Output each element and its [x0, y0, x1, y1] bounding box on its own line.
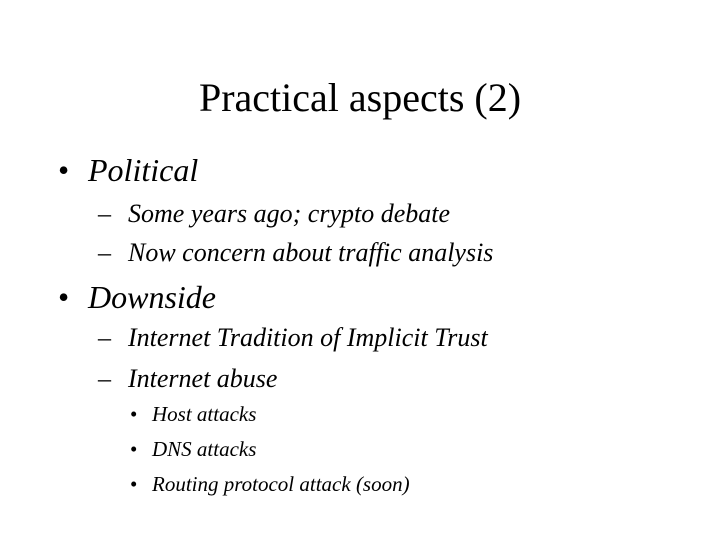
- bullet-political: [58, 150, 198, 190]
- bullet-label: Political: [88, 152, 199, 188]
- dash-marker: –: [98, 199, 111, 228]
- bullet-marker: •: [130, 402, 138, 426]
- sub-bullet-traffic-analysis: [98, 237, 493, 269]
- sub-sub-bullet-dns-attacks: [130, 436, 256, 462]
- dash-marker: –: [98, 238, 111, 267]
- bullet-marker: •: [58, 152, 70, 188]
- slide-title: Practical aspects (2): [198, 75, 522, 120]
- sub-bullet-internet-abuse: [98, 363, 277, 395]
- sub-bullet-implicit-trust: [98, 322, 488, 354]
- sub-sub-bullet-routing-attack: [130, 471, 410, 497]
- dash-marker: –: [98, 323, 111, 352]
- bullet-marker: •: [130, 437, 138, 461]
- bullet-marker: •: [58, 279, 70, 315]
- sub-bullet-label: Now concern about traffic analysis: [128, 238, 494, 267]
- dash-marker: –: [98, 364, 111, 393]
- sub-bullet-label: Internet abuse: [128, 364, 278, 393]
- sub-bullet-label: Internet Tradition of Implicit Trust: [128, 323, 488, 352]
- bullet-downside: [58, 277, 216, 317]
- sub-bullet-label: Some years ago; crypto debate: [128, 199, 451, 228]
- sub-sub-bullet-label: DNS attacks: [152, 437, 257, 461]
- sub-sub-bullet-host-attacks: [130, 401, 256, 427]
- sub-bullet-crypto-debate: [98, 198, 450, 230]
- bullet-marker: •: [130, 472, 138, 496]
- bullet-label: Downside: [88, 279, 216, 315]
- sub-sub-bullet-label: Routing protocol attack (soon): [152, 472, 410, 496]
- sub-sub-bullet-label: Host attacks: [152, 402, 257, 426]
